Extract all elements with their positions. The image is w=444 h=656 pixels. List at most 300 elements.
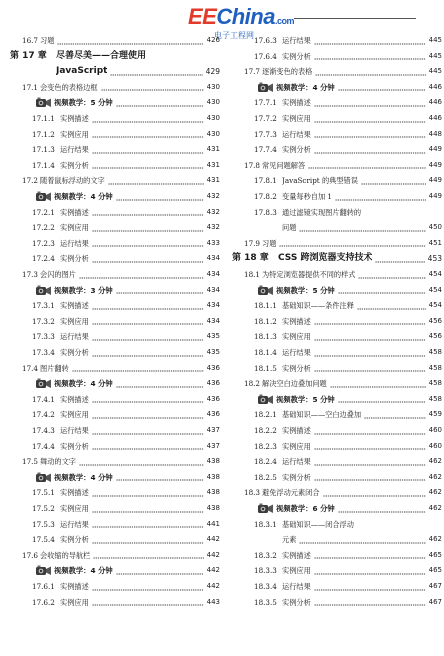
entry-number: 18.2 [244, 379, 261, 389]
entry-page: 438 [206, 488, 220, 497]
entry-page: 459 [428, 410, 442, 419]
toc-entry[interactable] [10, 346, 220, 359]
entry-page: 434 [206, 270, 220, 278]
entry-page: 434 [206, 301, 220, 310]
entry-page: 434 [206, 285, 220, 294]
dot-leader [338, 393, 426, 406]
entry-number: 18.1.3 [254, 332, 277, 342]
toc-entry[interactable] [232, 81, 442, 94]
toc-entry[interactable] [232, 268, 442, 281]
entry-page: 448 [428, 129, 442, 138]
dot-leader [314, 362, 426, 375]
toc-entry[interactable] [10, 252, 220, 265]
dot-leader [314, 471, 426, 484]
entry-page: 465 [428, 566, 442, 575]
toc-entry[interactable] [10, 128, 220, 141]
toc-entry[interactable] [10, 408, 220, 421]
entry-number: 18.3.5 [254, 597, 277, 607]
entry-number: 18.2.5 [254, 472, 277, 482]
toc-entry[interactable] [10, 190, 220, 203]
entry-page: 454 [428, 301, 442, 310]
toc-entry[interactable] [10, 486, 220, 499]
entry-title: 实例应用 [60, 129, 89, 139]
dot-leader [92, 221, 204, 234]
dot-leader [92, 440, 204, 453]
entry-title: 尽善尽美——合理使用 [56, 50, 147, 61]
entry-page: 449 [428, 145, 442, 154]
entry-title: 逐渐变色的表格 [262, 67, 313, 77]
entry-page: 433 [206, 238, 220, 247]
dot-leader [92, 533, 204, 546]
entry-title: 实例描述 [282, 98, 311, 108]
toc-entry[interactable] [10, 564, 220, 577]
entry-number: 17.4.2 [32, 410, 55, 420]
dot-leader [375, 252, 425, 265]
entry-page: 442 [206, 550, 220, 559]
toc-entry[interactable] [232, 112, 442, 125]
entry-page: 460 [428, 441, 442, 450]
toc-entry[interactable] [232, 455, 442, 468]
entry-page: 453 [427, 254, 442, 264]
toc-entry[interactable] [232, 440, 442, 453]
entry-title: 运行结果 [282, 582, 311, 591]
entry-page: 436 [206, 394, 220, 403]
dot-leader [338, 81, 426, 94]
entry-title: 实例描述 [60, 488, 89, 498]
entry-page: 438 [206, 472, 220, 481]
entry-title: 实例描述 [60, 394, 89, 404]
entry-title: 运行结果 [282, 129, 311, 139]
dot-leader [314, 143, 426, 156]
dot-leader [92, 502, 204, 515]
entry-page: 445 [428, 51, 442, 60]
toc-entry[interactable] [10, 96, 220, 109]
entry-number: 18.3.3 [254, 566, 277, 576]
dot-leader [314, 549, 426, 562]
entry-title: 为特定浏览器提供不同的样式 [262, 270, 356, 279]
toc-entry[interactable] [232, 362, 442, 375]
watermark-subtitle: 电子工程网 [214, 31, 254, 40]
toc-entry[interactable] [232, 65, 442, 78]
entry-number: 17.7.4 [254, 145, 277, 155]
watermark-brand-ee: EE [188, 4, 217, 29]
dot-leader [110, 65, 203, 78]
entry-title: 视频教学：4 分钟 [54, 192, 113, 201]
entry-page: 436 [206, 379, 220, 388]
toc-entry[interactable] [10, 284, 220, 297]
dot-leader [364, 408, 426, 421]
entry-page: 454 [428, 285, 442, 294]
entry-title: 实例分析 [282, 363, 311, 373]
entry-page: 431 [206, 145, 220, 154]
dot-leader [314, 50, 426, 63]
entry-title: 实例应用 [282, 566, 311, 576]
entry-title: 会收缩的导航栏 [40, 550, 91, 560]
toc-entry[interactable] [10, 330, 220, 343]
dot-leader [92, 393, 204, 406]
toc-entry[interactable] [232, 471, 442, 484]
dot-leader [299, 533, 426, 546]
entry-page: 462 [428, 535, 442, 544]
dot-leader [116, 284, 204, 297]
toc-entry[interactable] [10, 596, 220, 609]
entry-title: 基础知识——条件注释 [282, 301, 354, 311]
watermark-brand [188, 4, 294, 32]
entry-page: 458 [428, 363, 442, 372]
dot-leader [92, 408, 204, 421]
watermark-brand-rest: China [216, 4, 275, 29]
toc-entry[interactable] [232, 159, 442, 172]
video-camera-icon [257, 394, 274, 405]
dot-leader [92, 346, 204, 359]
entry-title: 实例应用 [60, 223, 89, 233]
toc-entry[interactable] [10, 502, 220, 515]
entry-page: 435 [206, 332, 220, 341]
entry-number: 17.9 [244, 238, 261, 248]
toc-entry[interactable] [10, 471, 220, 484]
toc-entry[interactable] [10, 65, 220, 79]
entry-page: 430 [206, 82, 220, 91]
dot-leader [116, 471, 204, 484]
entry-number: 17.1.2 [32, 129, 55, 139]
entry-number: 18.2.4 [254, 457, 277, 467]
toc-entry[interactable] [232, 174, 442, 187]
toc-entry[interactable] [232, 237, 442, 250]
entry-number: 17.1.4 [32, 160, 55, 170]
entry-number: 17.5.3 [32, 519, 55, 529]
video-camera-icon [257, 82, 274, 93]
entry-page: 434 [206, 316, 220, 325]
entry-number: 17.2.4 [32, 254, 55, 264]
video-camera-icon [257, 503, 274, 514]
entry-title: 实例描述 [282, 550, 311, 560]
entry-number: 17.4.1 [32, 394, 55, 404]
entry-title: 实例分析 [60, 254, 89, 264]
entry-number: 第 18 章 [232, 253, 269, 264]
entry-page: 450 [428, 223, 442, 232]
dot-leader [72, 362, 204, 375]
toc-entry[interactable] [232, 128, 442, 141]
toc-entry[interactable] [232, 518, 442, 531]
entry-title: 视频教学：4 分钟 [54, 472, 113, 482]
dot-leader [314, 315, 426, 328]
toc-entry[interactable] [232, 346, 442, 359]
entry-number: 17.7.2 [254, 114, 277, 123]
entry-title: 运行结果 [282, 457, 311, 467]
entry-title: 会变色的表格边框 [40, 82, 98, 92]
toc-entry[interactable] [10, 315, 220, 328]
toc-entry[interactable] [232, 284, 442, 297]
toc-entry[interactable] [232, 580, 442, 593]
entry-page: 442 [206, 566, 220, 575]
entry-title: 实例分析 [282, 597, 311, 607]
entry-page: 436 [206, 410, 220, 419]
dot-leader [314, 330, 426, 343]
toc-entry[interactable] [10, 393, 220, 406]
entry-number: 17.3.3 [32, 332, 55, 342]
toc-entry[interactable] [10, 159, 220, 172]
toc-entry[interactable] [10, 455, 220, 468]
toc-entry[interactable] [10, 362, 220, 375]
entry-title: 通过滤镜实现图片翻转的 [282, 207, 362, 217]
entry-title: JavaScript 的典型错误 [282, 176, 358, 186]
entry-page: 438 [206, 504, 220, 512]
entry-page: 442 [206, 582, 220, 590]
dot-leader [108, 174, 204, 187]
entry-title: 实例分析 [60, 348, 89, 357]
toc-entry[interactable] [232, 486, 442, 499]
entry-page: 462 [428, 504, 442, 512]
toc-entry[interactable] [232, 50, 442, 63]
toc-entry[interactable] [232, 34, 442, 47]
entry-title: 实例分析 [282, 472, 311, 482]
entry-title: 实例描述 [60, 582, 89, 591]
entry-page: 465 [428, 550, 442, 559]
dot-leader [92, 112, 204, 125]
entry-number: 18.2.3 [254, 441, 277, 451]
toc-entry[interactable] [10, 174, 220, 187]
entry-number: 17.3.2 [32, 316, 55, 326]
entry-page: 438 [206, 457, 220, 466]
entry-page: 449 [428, 176, 442, 185]
entry-title: 运行结果 [60, 145, 89, 155]
entry-page: 432 [206, 207, 220, 216]
entry-number: 17.4.4 [32, 441, 55, 451]
toc-entry[interactable] [10, 518, 220, 531]
toc-entry[interactable] [10, 377, 220, 390]
entry-number: 17.1.1 [32, 114, 55, 123]
dot-leader [92, 486, 204, 499]
entry-title: 运行结果 [282, 348, 311, 357]
entry-title: 实例描述 [60, 114, 89, 123]
entry-number: 17.6 [22, 550, 39, 560]
entry-title: 视频教学：4 分钟 [276, 82, 335, 92]
dot-leader [308, 159, 426, 172]
entry-number: 18.1.2 [254, 316, 277, 326]
entry-title: 会闪的图片 [40, 270, 76, 279]
entry-page: 446 [428, 98, 442, 107]
entry-number: 第 17 章 [10, 50, 47, 61]
toc-entry[interactable] [232, 206, 442, 219]
entry-page: 430 [206, 129, 220, 138]
entry-page: 430 [206, 98, 220, 107]
entry-page: 458 [428, 394, 442, 403]
toc-entry[interactable] [10, 112, 220, 125]
dot-leader [335, 190, 426, 203]
entry-title: 变量每秒自加 1 [282, 192, 332, 201]
dot-leader [361, 174, 426, 187]
watermark-brand-dot: .com [274, 16, 294, 26]
toc-entry[interactable] [232, 533, 442, 546]
toc-entry[interactable] [232, 502, 442, 515]
entry-title: 舞动的文字 [40, 457, 76, 467]
entry-number: 17.3.1 [32, 301, 55, 311]
toc-entry[interactable] [10, 299, 220, 312]
entry-title: 基础知识——空白边叠加 [282, 410, 362, 420]
toc-entry[interactable] [10, 424, 220, 437]
entry-title: 问题 [282, 223, 297, 233]
entry-number: 18.3.4 [254, 582, 277, 591]
toc-entry[interactable] [10, 34, 220, 47]
dot-leader [116, 377, 204, 390]
dot-leader [92, 128, 204, 141]
dot-leader [92, 252, 204, 265]
video-camera-icon [35, 97, 52, 108]
dot-leader [323, 486, 426, 499]
toc-entry[interactable] [232, 377, 442, 390]
entry-number: 17.6.1 [32, 582, 55, 591]
dot-leader [116, 564, 204, 577]
entry-number: 17.1.3 [32, 145, 55, 155]
entry-title: 运行结果 [60, 238, 89, 248]
entry-title: 运行结果 [60, 519, 89, 529]
dot-leader [338, 502, 426, 515]
entry-title: 实例应用 [60, 410, 89, 420]
toc-entry[interactable] [10, 440, 220, 453]
entry-title: 运行结果 [60, 332, 89, 342]
entry-number: 17.6.2 [32, 597, 55, 607]
toc-entry[interactable] [10, 50, 220, 64]
toc-entry[interactable] [232, 190, 442, 203]
entry-page: 460 [428, 426, 442, 434]
entry-title: 运行结果 [60, 426, 89, 435]
dot-leader [314, 346, 426, 359]
entry-page: 432 [206, 192, 220, 200]
entry-number: 17.2.2 [32, 223, 55, 233]
entry-number: 17.2 [22, 176, 39, 186]
entry-number: 17.1 [22, 82, 39, 92]
entry-number: 17.6.4 [254, 51, 277, 61]
entry-page: 446 [428, 82, 442, 91]
entry-page: 449 [428, 192, 442, 200]
dot-leader [116, 96, 204, 109]
entry-title: 实例应用 [282, 441, 311, 451]
entry-title: 视频教学：4 分钟 [54, 379, 113, 389]
entry-number: 17.8.3 [254, 207, 277, 217]
entry-title: 视频教学：4 分钟 [54, 566, 113, 576]
toc-entry[interactable] [232, 330, 442, 343]
entry-page: 462 [428, 488, 442, 497]
dot-leader [92, 206, 204, 219]
entry-title: 视频教学：3 分钟 [54, 285, 113, 295]
entry-title: 实例应用 [282, 332, 311, 342]
entry-page: 445 [428, 67, 442, 76]
toc-entry[interactable] [10, 268, 220, 281]
dot-leader [92, 330, 204, 343]
entry-page: 434 [206, 254, 220, 263]
toc-entry[interactable] [232, 596, 442, 609]
entry-page: 458 [428, 379, 442, 388]
entry-title: 实例描述 [60, 301, 89, 311]
toc-entry[interactable] [232, 221, 442, 234]
dot-leader [92, 596, 204, 609]
entry-title: 运行结果 [282, 36, 311, 45]
entry-number: 17.4.3 [32, 426, 55, 435]
toc-entry[interactable] [10, 81, 220, 94]
toc-entry[interactable] [10, 237, 220, 250]
video-camera-icon [35, 191, 52, 202]
toc-entry[interactable] [232, 299, 442, 312]
entry-title: 实例分析 [282, 145, 311, 155]
entry-number: 17.7 [244, 67, 261, 77]
entry-title: 常见问题解答 [262, 160, 306, 170]
entry-title: 实例描述 [60, 207, 89, 217]
entry-page: 458 [428, 348, 442, 356]
dot-leader [93, 549, 204, 562]
entry-number: 18.1.1 [254, 301, 277, 311]
entry-page: 432 [206, 223, 220, 232]
entry-number: 17.8.1 [254, 176, 277, 186]
dot-leader [92, 424, 204, 437]
entry-number: 18.3 [244, 488, 261, 498]
dot-leader [358, 268, 426, 281]
toc-entry[interactable] [232, 96, 442, 109]
entry-title: 避免浮动元素闭合 [262, 488, 320, 498]
dot-leader [357, 299, 426, 312]
dot-leader [79, 455, 204, 468]
entry-number: 17.7.1 [254, 98, 277, 108]
dot-leader [92, 580, 204, 593]
entry-number: 16.7 [22, 36, 39, 45]
toc-entry[interactable] [232, 549, 442, 562]
entry-number: 18.1 [244, 270, 261, 279]
dot-leader [299, 221, 426, 234]
entry-number: 17.8.2 [254, 192, 277, 201]
toc-entry[interactable] [232, 143, 442, 156]
toc-entry[interactable] [10, 580, 220, 593]
entry-page: 451 [428, 238, 442, 247]
entry-page: 436 [206, 363, 220, 372]
entry-page: 467 [428, 597, 442, 606]
entry-title: 图片翻转 [40, 363, 69, 373]
toc-entry[interactable] [232, 315, 442, 328]
toc-entry[interactable] [10, 533, 220, 546]
toc-entry[interactable] [10, 549, 220, 562]
entry-number: 17.5.1 [32, 488, 55, 498]
toc-entry[interactable] [10, 206, 220, 219]
entry-page: 456 [428, 316, 442, 325]
entry-number: 18.1.4 [254, 348, 277, 357]
entry-title: 实例分析 [60, 441, 89, 451]
toc-entry[interactable] [10, 143, 220, 156]
entry-title: 视频教学：5 分钟 [276, 394, 335, 404]
dot-leader [314, 580, 426, 593]
toc-entry[interactable] [232, 393, 442, 406]
entry-number: 17.2.1 [32, 207, 55, 217]
toc-entry[interactable] [232, 564, 442, 577]
entry-number: 18.2.1 [254, 410, 277, 420]
toc-entry[interactable] [10, 221, 220, 234]
dot-leader [314, 424, 426, 437]
entry-page: 431 [206, 160, 220, 169]
toc-entry[interactable] [232, 252, 442, 266]
toc-entry[interactable] [232, 424, 442, 437]
dot-leader [92, 518, 204, 531]
entry-page: 429 [205, 67, 220, 77]
header-rule [294, 18, 416, 19]
video-camera-icon [35, 378, 52, 389]
dot-leader [314, 128, 426, 141]
dot-leader [314, 96, 426, 109]
entry-title: 视频教学：5 分钟 [54, 98, 113, 108]
entry-number: 18.3.1 [254, 519, 277, 529]
entry-page: 446 [428, 114, 442, 122]
entry-number: 17.7.3 [254, 129, 277, 139]
entry-number: 18.2.2 [254, 426, 277, 435]
toc-entry[interactable] [232, 408, 442, 421]
entry-page: 467 [428, 582, 442, 590]
dot-leader [314, 455, 426, 468]
